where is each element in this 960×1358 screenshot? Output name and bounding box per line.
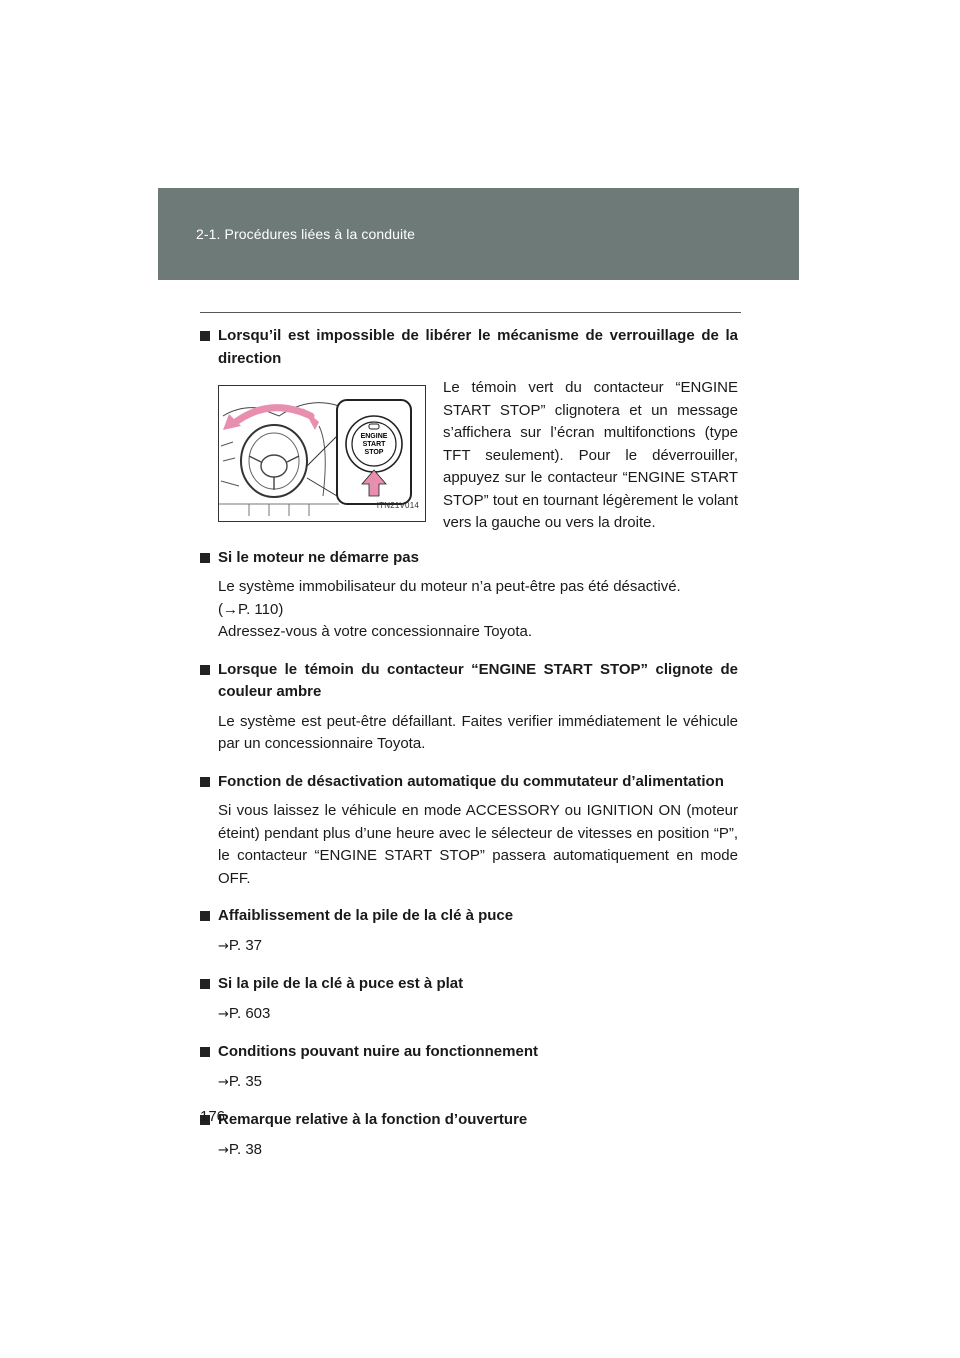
page-number: 176 bbox=[200, 1108, 226, 1125]
arrow-right-icon: → bbox=[218, 1006, 229, 1022]
section-amber-indicator bbox=[200, 659, 738, 756]
button-label-line-2: START bbox=[362, 441, 386, 448]
arrow-right-icon: → bbox=[218, 1142, 229, 1158]
section-auto-power-off bbox=[200, 771, 738, 891]
page-reference: →P. 603 bbox=[218, 1004, 271, 1022]
bullet-square-icon bbox=[200, 777, 210, 787]
figure-caption: ITN21V014 bbox=[376, 500, 419, 510]
page-reference: →P. 35 bbox=[218, 1072, 262, 1090]
bullet-square-icon bbox=[200, 553, 210, 563]
page-reference: →P. 38 bbox=[218, 1140, 262, 1158]
arrow-right-icon: → bbox=[218, 938, 229, 954]
bullet-square-icon bbox=[200, 331, 210, 341]
section-engine-not-starting bbox=[200, 547, 738, 644]
bullet-square-icon bbox=[200, 665, 210, 675]
section-opening-function-note bbox=[200, 1109, 738, 1162]
section-body: Le système immobilisateur du moteur n’a peut-être pas été désactivé. (→P. 110) Adressez-vous à votre concessionnaire Toyota. bbox=[218, 578, 681, 640]
figure-description: Le témoin vert du contacteur “ENGINE START STOP” clignotera et un message s’affichera sur l’écran multifonctions (type TFT seulement). Pour le déverrouiller, appuyez sur le contacteur “ENGINE START STOP” tout en tournant légèrement le volant vers la gauche ou vers la droite. bbox=[443, 379, 738, 531]
section-key-battery-dead bbox=[200, 973, 738, 1026]
section-heading: Fonction de désactivation automatique du commutateur d’alimentation bbox=[200, 771, 738, 794]
section-key-battery-weak bbox=[200, 905, 738, 958]
section-heading: Remarque relative à la fonction d’ouverture bbox=[200, 1109, 738, 1132]
section-heading: Lorsque le témoin du contacteur “ENGINE START STOP” clignote de couleur ambre bbox=[200, 659, 738, 704]
section-heading: Conditions pouvant nuire au fonctionnement bbox=[200, 1041, 738, 1064]
arrow-right-icon: → bbox=[218, 1074, 229, 1090]
section-heading: Si la pile de la clé à puce est à plat bbox=[200, 973, 738, 996]
bullet-square-icon bbox=[200, 979, 210, 989]
section-body: Le système est peut-être défaillant. Faites verifier immédiatement le véhicule par un concessionnaire Toyota. bbox=[218, 712, 738, 752]
button-label-line-1: ENGINE bbox=[360, 433, 388, 440]
page-content bbox=[200, 325, 738, 1177]
bullet-square-icon bbox=[200, 911, 210, 921]
section-divider bbox=[200, 312, 741, 313]
section-body: Si vous laissez le véhicule en mode ACCESSORY ou IGNITION ON (moteur éteint) pendant plus d’une heure avec le sélecteur de vitesses en position “P”, le contacteur “ENGINE START STOP” passera automatiquement en mode OFF. bbox=[218, 802, 738, 887]
steering-wheel-figure bbox=[218, 385, 426, 522]
page-reference: →P. 37 bbox=[218, 936, 262, 954]
button-label-line-3: STOP bbox=[364, 449, 384, 456]
chapter-header bbox=[158, 188, 799, 280]
section-operating-conditions bbox=[200, 1041, 738, 1094]
chapter-title: 2-1. Procédures liées à la conduite bbox=[196, 226, 416, 242]
section-heading: Lorsqu’il est impossible de libérer le mécanisme de verrouillage de la direction bbox=[200, 325, 738, 370]
section-steering-lock bbox=[200, 325, 738, 535]
bullet-square-icon bbox=[200, 1047, 210, 1057]
section-heading: Affaiblissement de la pile de la clé à puce bbox=[200, 905, 738, 928]
section-heading: Si le moteur ne démarre pas bbox=[200, 547, 738, 570]
figure-row bbox=[200, 377, 738, 535]
